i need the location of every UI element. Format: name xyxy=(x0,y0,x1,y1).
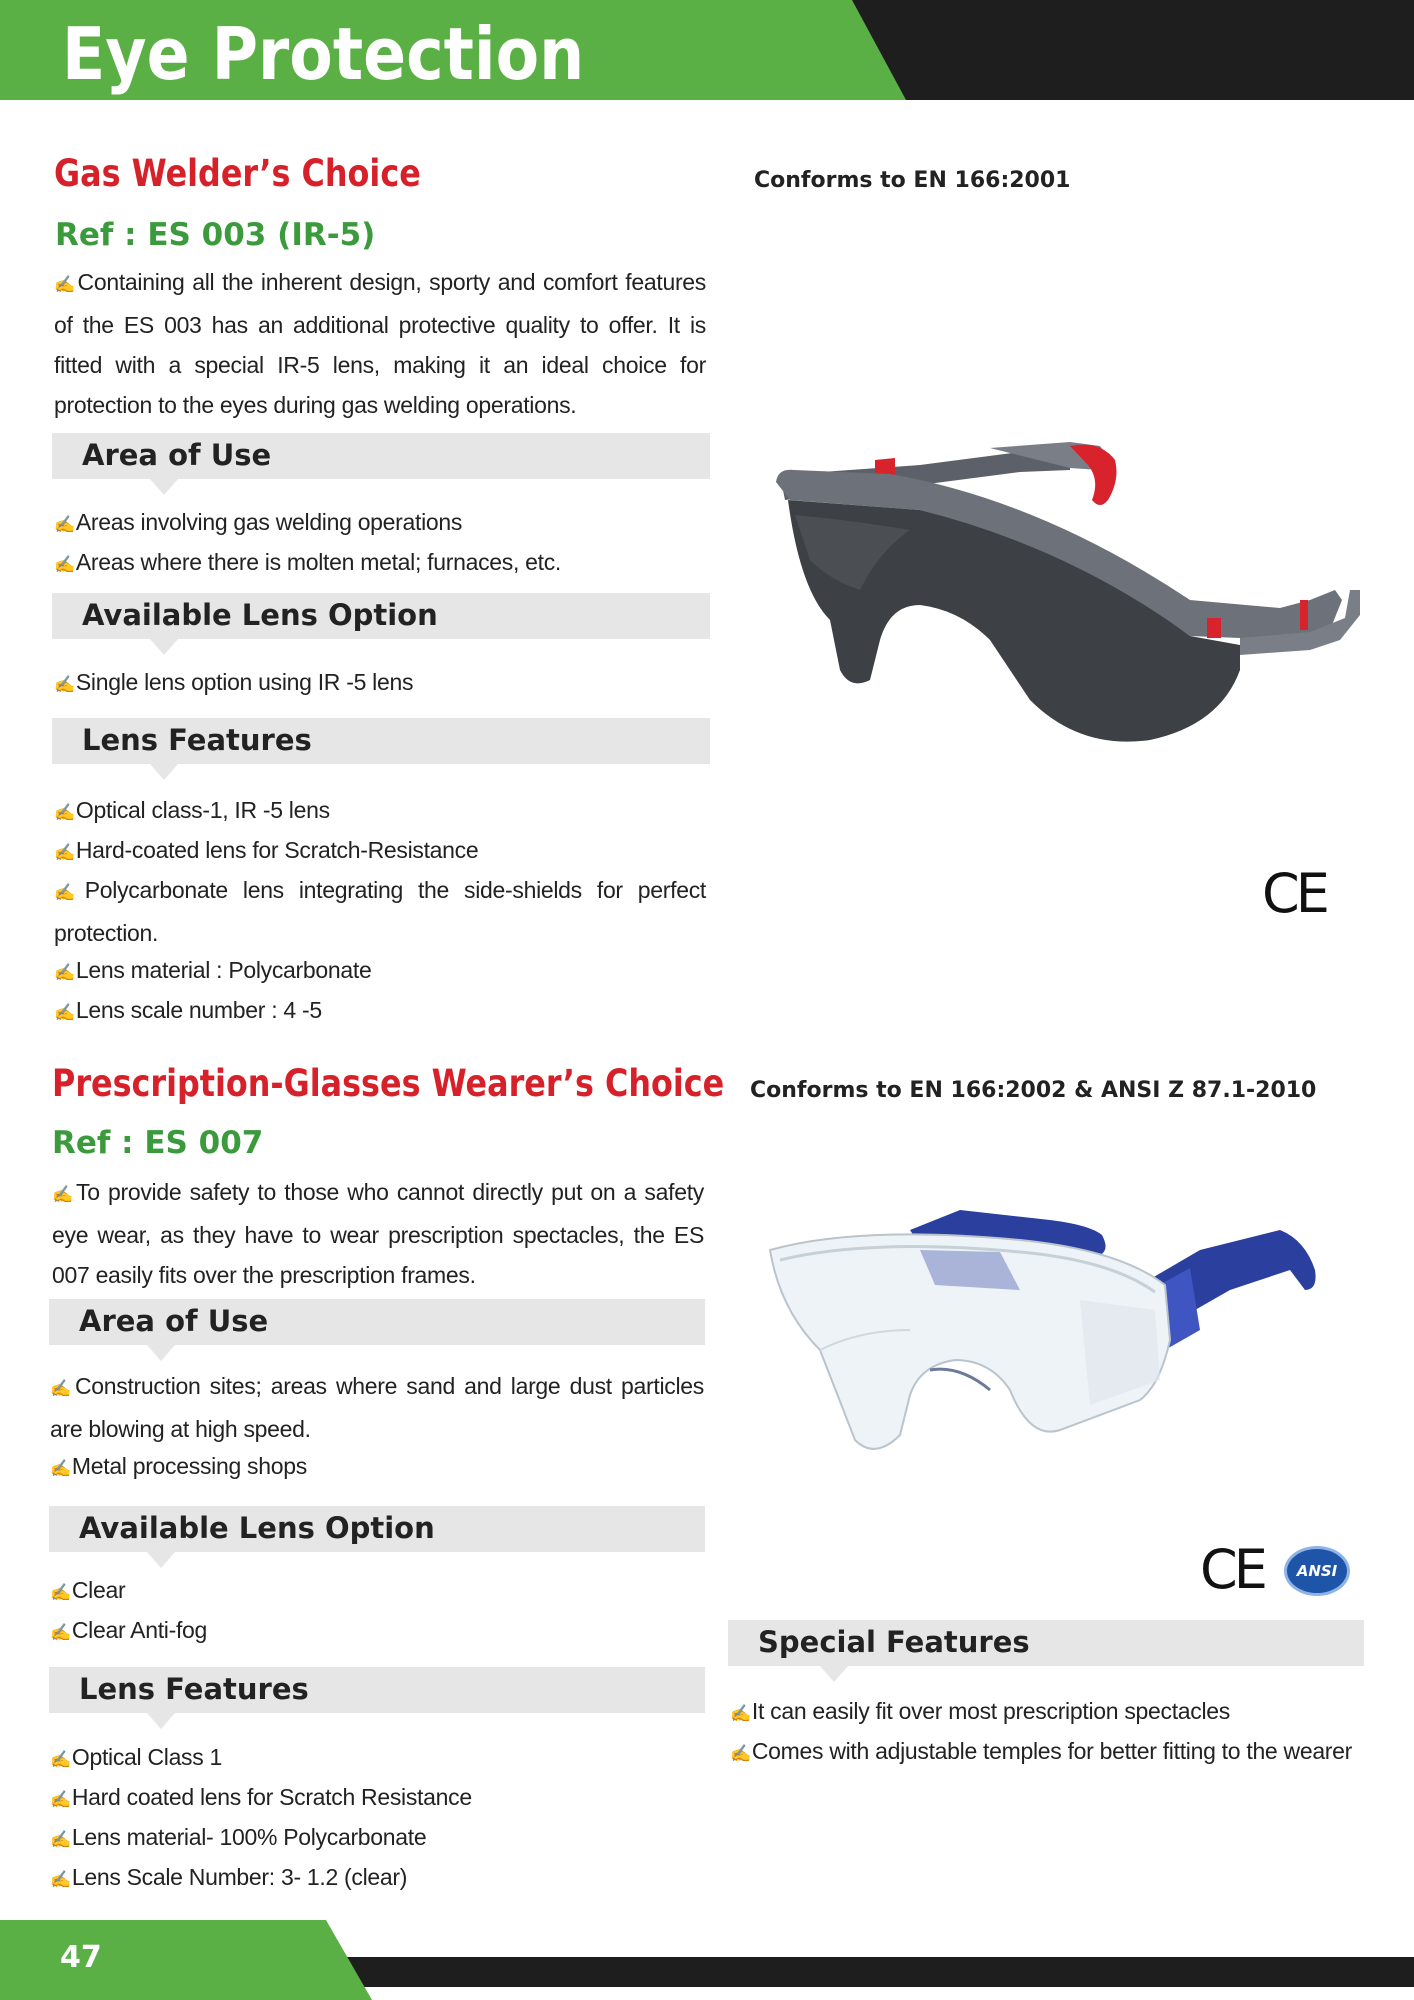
pen-bullet-icon: ✍ xyxy=(54,275,77,294)
pen-bullet-icon: ✍ xyxy=(50,1583,71,1602)
section-heading-bar xyxy=(728,1620,1364,1666)
footer-green-band xyxy=(0,1920,372,2000)
pen-bullet-icon: ✍ xyxy=(50,1830,71,1849)
welding-glasses-image xyxy=(770,440,1360,780)
list-item: ✍Single lens option using IR -5 lens xyxy=(54,669,414,695)
list-item: ✍Polycarbonate lens integrating the side-shields for perfect protection. xyxy=(54,877,706,946)
conformity-text: Conforms to EN 166:2002 & ANSI Z 87.1-2010 xyxy=(750,1078,1317,1103)
pen-bullet-icon: ✍ xyxy=(54,675,75,694)
pen-bullet-icon: ✍ xyxy=(50,1750,71,1769)
pen-bullet-icon: ✍ xyxy=(54,1003,75,1022)
section-heading: Special Features xyxy=(758,1625,1030,1659)
list-item: ✍Hard coated lens for Scratch Resistance xyxy=(50,1784,472,1810)
product-title: Prescription-Glasses Wearer’s Choice xyxy=(52,1062,725,1105)
section-heading: Available Lens Option xyxy=(79,1511,435,1545)
section-heading: Lens Features xyxy=(82,723,312,757)
list-item: ✍It can easily fit over most prescription spectacles xyxy=(730,1698,1230,1724)
conformity-text: Conforms to EN 166:2001 xyxy=(754,168,1071,193)
list-item: ✍Lens material- 100% Polycarbonate xyxy=(50,1824,427,1850)
list-item: ✍Clear Anti-fog xyxy=(50,1617,208,1643)
product-title: Gas Welder’s Choice xyxy=(54,152,421,195)
pen-bullet-icon: ✍ xyxy=(730,1744,751,1763)
section-heading-bar xyxy=(52,433,710,479)
list-item: ✍Metal processing shops xyxy=(50,1453,307,1479)
pen-bullet-icon: ✍ xyxy=(54,515,75,534)
section-heading-bar xyxy=(52,593,710,639)
list-item: ✍Optical Class 1 xyxy=(50,1744,223,1770)
pen-bullet-icon: ✍ xyxy=(52,1185,76,1204)
footer-dark-band xyxy=(330,1957,1414,1987)
product-description: ✍To provide safety to those who cannot directly put on a safety eye wear, as they have to wear prescription spectacles, the ES 007 easily fits over the prescription frames. xyxy=(52,1179,704,1288)
list-item: ✍Lens Scale Number: 3- 1.2 (clear) xyxy=(50,1864,408,1890)
list-item: ✍Lens scale number : 4 -5 xyxy=(54,997,322,1023)
pen-bullet-icon: ✍ xyxy=(54,883,84,902)
pen-bullet-icon: ✍ xyxy=(50,1870,71,1889)
section-heading: Area of Use xyxy=(82,438,272,472)
list-item: ✍Comes with adjustable temples for better fitting to the wearer xyxy=(730,1738,1353,1764)
pen-bullet-icon: ✍ xyxy=(50,1623,71,1642)
list-item: ✍Areas where there is molten metal; furnaces, etc. xyxy=(54,549,562,575)
product-ref: Ref : ES 007 xyxy=(52,1125,264,1161)
pen-bullet-icon: ✍ xyxy=(50,1379,74,1398)
section-heading-bar xyxy=(52,718,710,764)
pen-bullet-icon: ✍ xyxy=(50,1459,71,1478)
product-description: ✍Containing all the inherent design, sporty and comfort features of the ES 003 has an additional protective quality to offer. It is fitted with a special IR-5 lens, making it an ideal choice for protection to the eyes during gas welding operations. xyxy=(54,269,706,418)
pen-bullet-icon: ✍ xyxy=(54,555,75,574)
clear-over-spec-glasses-image xyxy=(760,1190,1340,1490)
pen-bullet-icon: ✍ xyxy=(50,1790,71,1809)
page-number: 47 xyxy=(60,1940,102,1975)
list-item: ✍Areas involving gas welding operations xyxy=(54,509,463,535)
list-item: ✍Lens material : Polycarbonate xyxy=(54,957,372,983)
pen-bullet-icon: ✍ xyxy=(54,803,75,822)
ce-mark: CE xyxy=(1200,1538,1264,1601)
list-item: ✍Hard-coated lens for Scratch-Resistance xyxy=(54,837,479,863)
section-heading-bar xyxy=(49,1299,705,1345)
list-item: ✍Clear xyxy=(50,1577,126,1603)
list-item: ✍Construction sites; areas where sand and large dust particles are blowing at high speed. xyxy=(50,1373,704,1442)
pen-bullet-icon: ✍ xyxy=(730,1704,751,1723)
ce-mark: CE xyxy=(1262,862,1326,925)
section-heading-bar xyxy=(49,1667,705,1713)
ansi-badge-icon xyxy=(1284,1546,1350,1596)
page-title: Eye Protection xyxy=(62,12,585,96)
ansi-badge-label: ANSI xyxy=(1296,1562,1338,1580)
section-heading: Available Lens Option xyxy=(82,598,438,632)
section-heading-bar xyxy=(49,1506,705,1552)
product-ref: Ref : ES 003 (IR-5) xyxy=(55,217,376,253)
pen-bullet-icon: ✍ xyxy=(54,963,75,982)
section-heading: Lens Features xyxy=(79,1672,309,1706)
list-item: ✍Optical class-1, IR -5 lens xyxy=(54,797,330,823)
section-heading: Area of Use xyxy=(79,1304,269,1338)
pen-bullet-icon: ✍ xyxy=(54,843,75,862)
